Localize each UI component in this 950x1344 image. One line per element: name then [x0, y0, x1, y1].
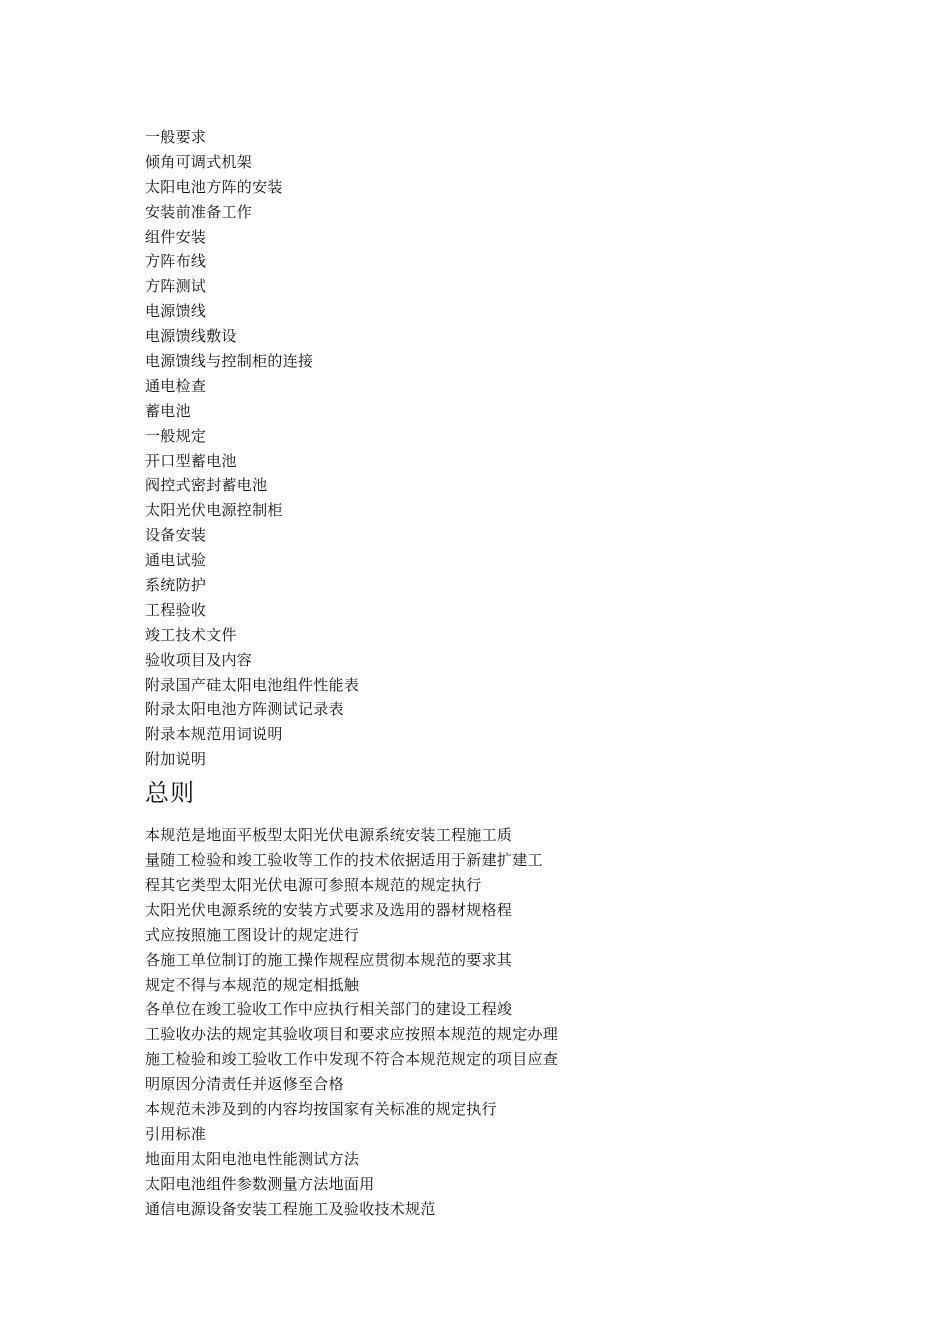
section-heading: 总则 — [145, 779, 195, 808]
toc-entry: 方阵布线 — [145, 252, 207, 271]
toc-entry: 开口型蓄电池 — [145, 451, 237, 470]
body-line: 本规范是地面平板型太阳光伏电源系统安装工程施工质 — [145, 826, 513, 845]
toc-entry: 竣工技术文件 — [145, 625, 237, 644]
toc-entry: 一般规定 — [145, 426, 207, 445]
section-body — [145, 823, 845, 1221]
toc-entry: 电源馈线敷设 — [145, 327, 237, 346]
toc-entry: 一般要求 — [145, 128, 207, 146]
body-line: 量随工检验和竣工验收等工作的技术依据适用于新建扩建工 — [145, 851, 543, 870]
body-line: 明原因分清责任并返修至合格 — [145, 1075, 344, 1094]
toc-entry: 通电检查 — [145, 376, 207, 395]
toc-entry: 附加说明 — [145, 750, 207, 769]
body-line: 式应按照施工图设计的规定进行 — [145, 925, 360, 944]
toc-entry: 验收项目及内容 — [145, 650, 253, 669]
body-line: 太阳光伏电源系统的安装方式要求及选用的器材规格程 — [145, 900, 513, 919]
body-line: 各单位在竣工验收工作中应执行相关部门的建设工程竣 — [145, 1000, 513, 1019]
toc-entry: 附录太阳电池方阵测试记录表 — [145, 700, 344, 719]
toc-entry: 设备安装 — [145, 526, 207, 545]
toc-entry: 安装前准备工作 — [145, 202, 253, 221]
body-line: 施工检验和竣工验收工作中发现不符合本规范规定的项目应查 — [145, 1050, 559, 1069]
body-line: 引用标准 — [145, 1124, 207, 1143]
toc-entry: 蓄电池 — [145, 401, 191, 420]
body-line: 通信电源设备安装工程施工及验收技术规范 — [145, 1199, 436, 1218]
toc-entry: 附录本规范用词说明 — [145, 725, 283, 744]
toc-entry: 倾角可调式机架 — [145, 152, 253, 171]
toc-entry: 通电试验 — [145, 551, 207, 570]
toc-entry: 系统防护 — [145, 576, 207, 595]
toc-entry: 电源馈线 — [145, 302, 207, 321]
document-page — [145, 125, 845, 1221]
toc-entry: 电源馈线与控制柜的连接 — [145, 352, 314, 371]
toc-entry: 组件安装 — [145, 227, 207, 246]
body-line: 太阳电池组件参数测量方法地面用 — [145, 1174, 375, 1193]
body-line: 程其它类型太阳光伏电源可参照本规范的规定执行 — [145, 875, 482, 894]
body-line: 工验收办法的规定其验收项目和要求应按照本规范的规定办理 — [145, 1025, 559, 1044]
body-line: 本规范未涉及到的内容均按国家有关标准的规定执行 — [145, 1099, 497, 1118]
toc-entry: 方阵测试 — [145, 277, 207, 296]
toc-entry: 太阳电池方阵的安装 — [145, 177, 283, 196]
toc-entry: 工程验收 — [145, 600, 207, 619]
toc-entry: 附录国产硅太阳电池组件性能表 — [145, 675, 360, 694]
body-line: 规定不得与本规范的规定相抵触 — [145, 975, 360, 994]
body-line: 各施工单位制订的施工操作规程应贯彻本规范的要求其 — [145, 950, 513, 969]
toc-entry: 阀控式密封蓄电池 — [145, 476, 268, 495]
body-line: 地面用太阳电池电性能测试方法 — [145, 1149, 360, 1168]
table-of-contents — [145, 125, 845, 772]
toc-entry: 太阳光伏电源控制柜 — [145, 501, 283, 520]
